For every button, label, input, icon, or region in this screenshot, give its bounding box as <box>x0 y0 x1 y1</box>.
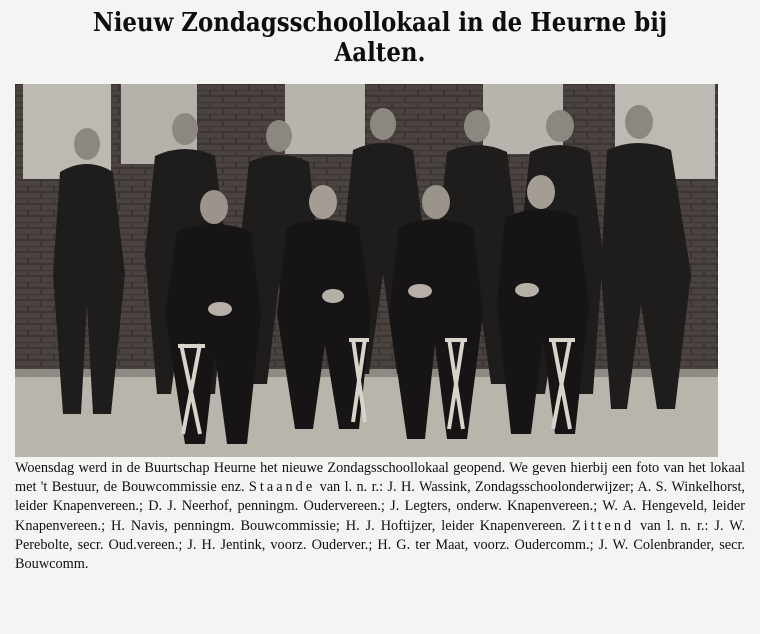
caption-intro: Woensdag werd in de Buurtschap Heurne het nieuwe Zondagsschoollokaal geopend. We geven hierbij een foto van het lokaal met 't Bestuur, de Bouwcommissie enz. <box>15 460 745 496</box>
group-photo <box>15 84 718 457</box>
caption-seated-names: van l. n. r.: J. W. Perebolte, secr. Oud.vereen.; J. H. Jentink, voorz. Ouderver.; H. G. ter Maat, voorz. Oudercomm.; J. W. Colenbrander, secr. Bouwcomm. <box>15 517 746 573</box>
photo-caption <box>15 459 745 574</box>
caption-zittend-label: Zittend <box>571 517 635 534</box>
caption-standing-names: van l. n. r.: J. H. Wassink, Zondagsschoolonderwijzer; A. S. Winkelhorst, leider Knapenvereen.; D. J. Neerhof, penningm. Oudervereen.; J. Legters, onderw. Knapenvereen.; W. A. Hengeveld, leider Knapenvereen.; H. Navis, penningm. Bouwcommissie; H. J. Hoftijzer, leider Knapenvereen. <box>15 479 746 534</box>
caption-staande-label: Staande <box>248 479 316 496</box>
headline: Nieuw Zondagsschoollokaal in de Heurne bij Aalten. <box>92 8 668 68</box>
